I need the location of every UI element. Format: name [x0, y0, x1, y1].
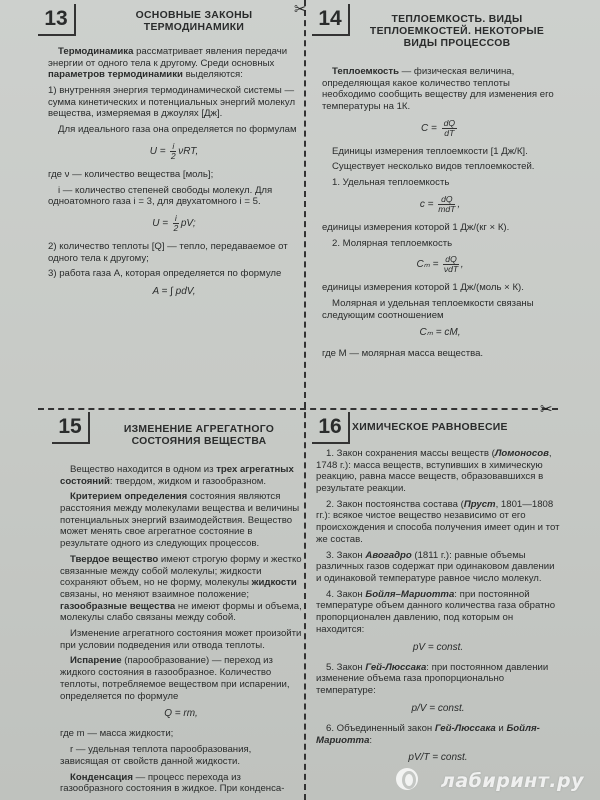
- formula: c = $\frac{dQ}{\text{mdT}}$ ,: [419, 193, 461, 214]
- watermark: лабиринт.ру: [440, 770, 584, 792]
- horizontal-cut-line: [38, 408, 558, 410]
- paragraph: Молярная и удельная теплоемкости связаны следующим соотношением: [322, 297, 534, 321]
- section-title: ТЕПЛОЕМКОСТЬ. ВИДЫ ТЕПЛОЕМКОСТЕЙ. НЕКОТОРЫЕ ВИДЫ ПРОЦЕССОВ: [369, 14, 545, 49]
- section-number: 16: [312, 412, 350, 444]
- formula: Q = rm,: [164, 708, 198, 720]
- formula: C = $\frac{dQ}{dT}$: [420, 117, 456, 138]
- paragraph: 6. Объединенный закон Гей-Люссака и Бойля-Мариотта:: [316, 722, 540, 746]
- paragraph: Существует несколько видов теплоемкостей.: [332, 161, 535, 173]
- paragraph: 1. Закон сохранения массы веществ (Ломоносов, 1748 г.): масса веществ, вступивших в химическую реакцию, равна массе веществ, образовавшихся в результате реакции.: [316, 447, 552, 495]
- section-13: [38, 4, 300, 406]
- paragraph: r — удельная теплота парообразования, зависящая от свойств данной жидкости.: [60, 744, 252, 767]
- paragraph: где ν — количество вещества [моль];: [48, 168, 214, 180]
- paragraph: единицы измерения которой 1 Дж/(моль × К).: [322, 282, 524, 294]
- paragraph: 2. Закон постоянства состава (Пруст, 1801—1808 гг.): всякое чистое вещество независимо от его происхождения и способа получения имеет один и тот же состав.: [316, 498, 560, 545]
- section-14: [312, 4, 558, 406]
- section-title: ИЗМЕНЕНИЕ АГРЕГАТНОГО СОСТОЯНИЯ ВЕЩЕСТВА: [123, 424, 275, 447]
- section-15: [52, 412, 302, 800]
- scissors-icon: ✂: [540, 400, 553, 418]
- paragraph: i — количество степеней свободы молекул. Для одноатомного газа i = 3, для двухатомного i = 5.: [48, 184, 273, 208]
- paragraph: где m — масса жидкости;: [60, 728, 174, 740]
- paragraph: единицы измерения которой 1 Дж/(кг × К).: [322, 221, 510, 233]
- section-number: 15: [52, 412, 90, 444]
- paragraph: 2) количество теплоты [Q] — тепло, передаваемое от одного тела к другому;: [48, 241, 288, 264]
- formula: pV/T = const.: [408, 752, 468, 764]
- formula: U = $\frac{i}{2}$ pV;: [152, 212, 196, 233]
- paragraph: Изменение агрегатного состояния может произойти при условии подведения или отвода теплоты.: [60, 628, 302, 651]
- paragraph: где M — молярная масса вещества.: [322, 347, 484, 359]
- paragraph: Для идеального газа она определяется по формулам: [58, 124, 297, 136]
- paragraph: Критерием определения состояния являются расстояния между молекулами вещества и величины потенциальных энергий взаимодействия. Вещество может менять свое агрегатное состояние в результате одного из следующих процессов.: [60, 491, 300, 550]
- paragraph: Термодинамика рассматривает явления передачи энергии от одного тела к другому. Среди основных параметров термодинамики выделяются:: [48, 45, 288, 81]
- vertical-cut-line: [304, 0, 306, 800]
- section-title: ХИМИЧЕСКОЕ РАВНОВЕСИЕ: [352, 422, 508, 433]
- formula: Cₘ = cM,: [419, 327, 461, 339]
- paragraph: Вещество находится в одном из трех агрегатных состояний: твердом, жидком и газообразном.: [60, 463, 294, 487]
- paragraph: 3) работа газа A, которая определяется по формуле: [48, 268, 282, 280]
- section-title: ОСНОВНЫЕ ЗАКОНЫ ТЕРМОДИНАМИКИ: [135, 10, 253, 33]
- paragraph: Единицы измерения теплоемкости [1 Дж/К].: [332, 145, 528, 157]
- section-number: 13: [38, 4, 76, 36]
- formula: A = ∫ pdV,: [152, 286, 196, 298]
- section-number: 14: [312, 4, 350, 36]
- paragraph: Теплоемкость — физическая величина, определяющая какое количество теплоты необходимо сообщить веществу для изменения его температуры на 1К.: [322, 65, 554, 112]
- paragraph: 1. Удельная теплоемкость: [332, 177, 450, 189]
- formula: pV = const.: [412, 641, 464, 653]
- scissors-icon: ✂: [294, 0, 307, 18]
- paragraph: Твердое вещество имеют строгую форму и жестко связанные между собой молекулы; жидкости сохраняют объем, но не форму, молекулы жидкости связаны, но меняют взаимное положение; газообразные вещества не имеют формы и объема, молекулы слабо связаны между собой.: [60, 553, 302, 624]
- formula: Cₘ = $\frac{dQ}{\text{νdT}}$ ,: [416, 254, 464, 275]
- paragraph: 4. Закон Бойля–Мариотта: при постоянной температуре объем данного количества газа обратно пропорционален давлению, под которым он находится:: [316, 588, 556, 635]
- paragraph: 2. Молярная теплоемкость: [332, 237, 453, 249]
- paragraph: Испарение (парообразование) — переход из жидкого состояния в газообразное. Количество теплоты, потребляемое веществом при испарении, определяется по формуле: [60, 655, 290, 702]
- paragraph: 3. Закон Авогадро (1811 г.): равные объемы различных газов содержат при одинаковом давлении и одинаковой температуре равное число молекул.: [316, 549, 555, 584]
- labirint-logo-icon: [396, 768, 418, 790]
- formula: p/V = const.: [411, 702, 465, 714]
- paragraph: 1) внутренняя энергия термодинамической системы — сумма кинетических и потенциальных энергий молекул вещества, измеряемая в джоулях [Дж].: [48, 85, 296, 120]
- paragraph: 5. Закон Гей-Люссака: при постоянном давлении изменение объема газа пропорционально температуре:: [316, 661, 549, 697]
- formula: U = $\frac{i}{2}$ νRT,: [149, 140, 199, 161]
- paragraph: Конденсация — процесс перехода из газообразного состояния в жидкое. При конденса-: [60, 771, 285, 795]
- section-16: [312, 412, 560, 800]
